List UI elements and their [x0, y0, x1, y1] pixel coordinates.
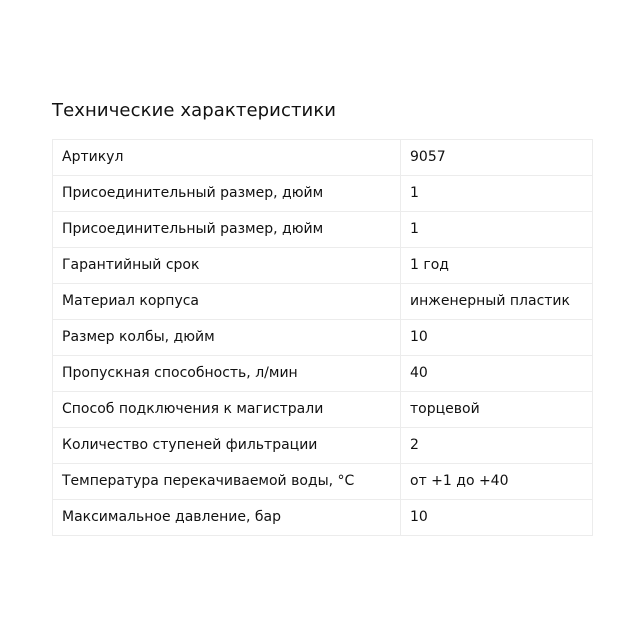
spec-value: 2	[401, 428, 593, 464]
spec-value: 9057	[401, 140, 593, 176]
table-row	[53, 140, 593, 176]
spec-name: Артикул	[53, 140, 401, 176]
table-row	[53, 248, 593, 284]
spec-name: Пропускная способность, л/мин	[53, 356, 401, 392]
spec-name: Присоединительный размер, дюйм	[53, 212, 401, 248]
spec-value: от +1 до +40	[401, 464, 593, 500]
table-row	[53, 176, 593, 212]
spec-name: Максимальное давление, бар	[53, 500, 401, 536]
table-row	[53, 500, 593, 536]
spec-name: Размер колбы, дюйм	[53, 320, 401, 356]
table-row	[53, 392, 593, 428]
spec-value: 1 год	[401, 248, 593, 284]
spec-value: инженерный пластик	[401, 284, 593, 320]
spec-name: Материал корпуса	[53, 284, 401, 320]
table-row	[53, 356, 593, 392]
specs-title: Технические характеристики	[52, 100, 337, 121]
table-row	[53, 428, 593, 464]
table-row	[53, 464, 593, 500]
spec-value: 1	[401, 212, 593, 248]
table-row	[53, 320, 593, 356]
spec-value: 10	[401, 320, 593, 356]
table-row	[53, 212, 593, 248]
spec-name: Способ подключения к магистрали	[53, 392, 401, 428]
spec-value: 40	[401, 356, 593, 392]
spec-name: Количество ступеней фильтрации	[53, 428, 401, 464]
spec-value: торцевой	[401, 392, 593, 428]
spec-name: Температура перекачиваемой воды, °С	[53, 464, 401, 500]
spec-value: 10	[401, 500, 593, 536]
table-row	[53, 284, 593, 320]
spec-name: Присоединительный размер, дюйм	[53, 176, 401, 212]
specs-section	[52, 98, 593, 525]
spec-name: Гарантийный срок	[53, 248, 401, 284]
specs-table	[52, 139, 593, 536]
specs-table-body	[53, 140, 593, 536]
spec-value: 1	[401, 176, 593, 212]
